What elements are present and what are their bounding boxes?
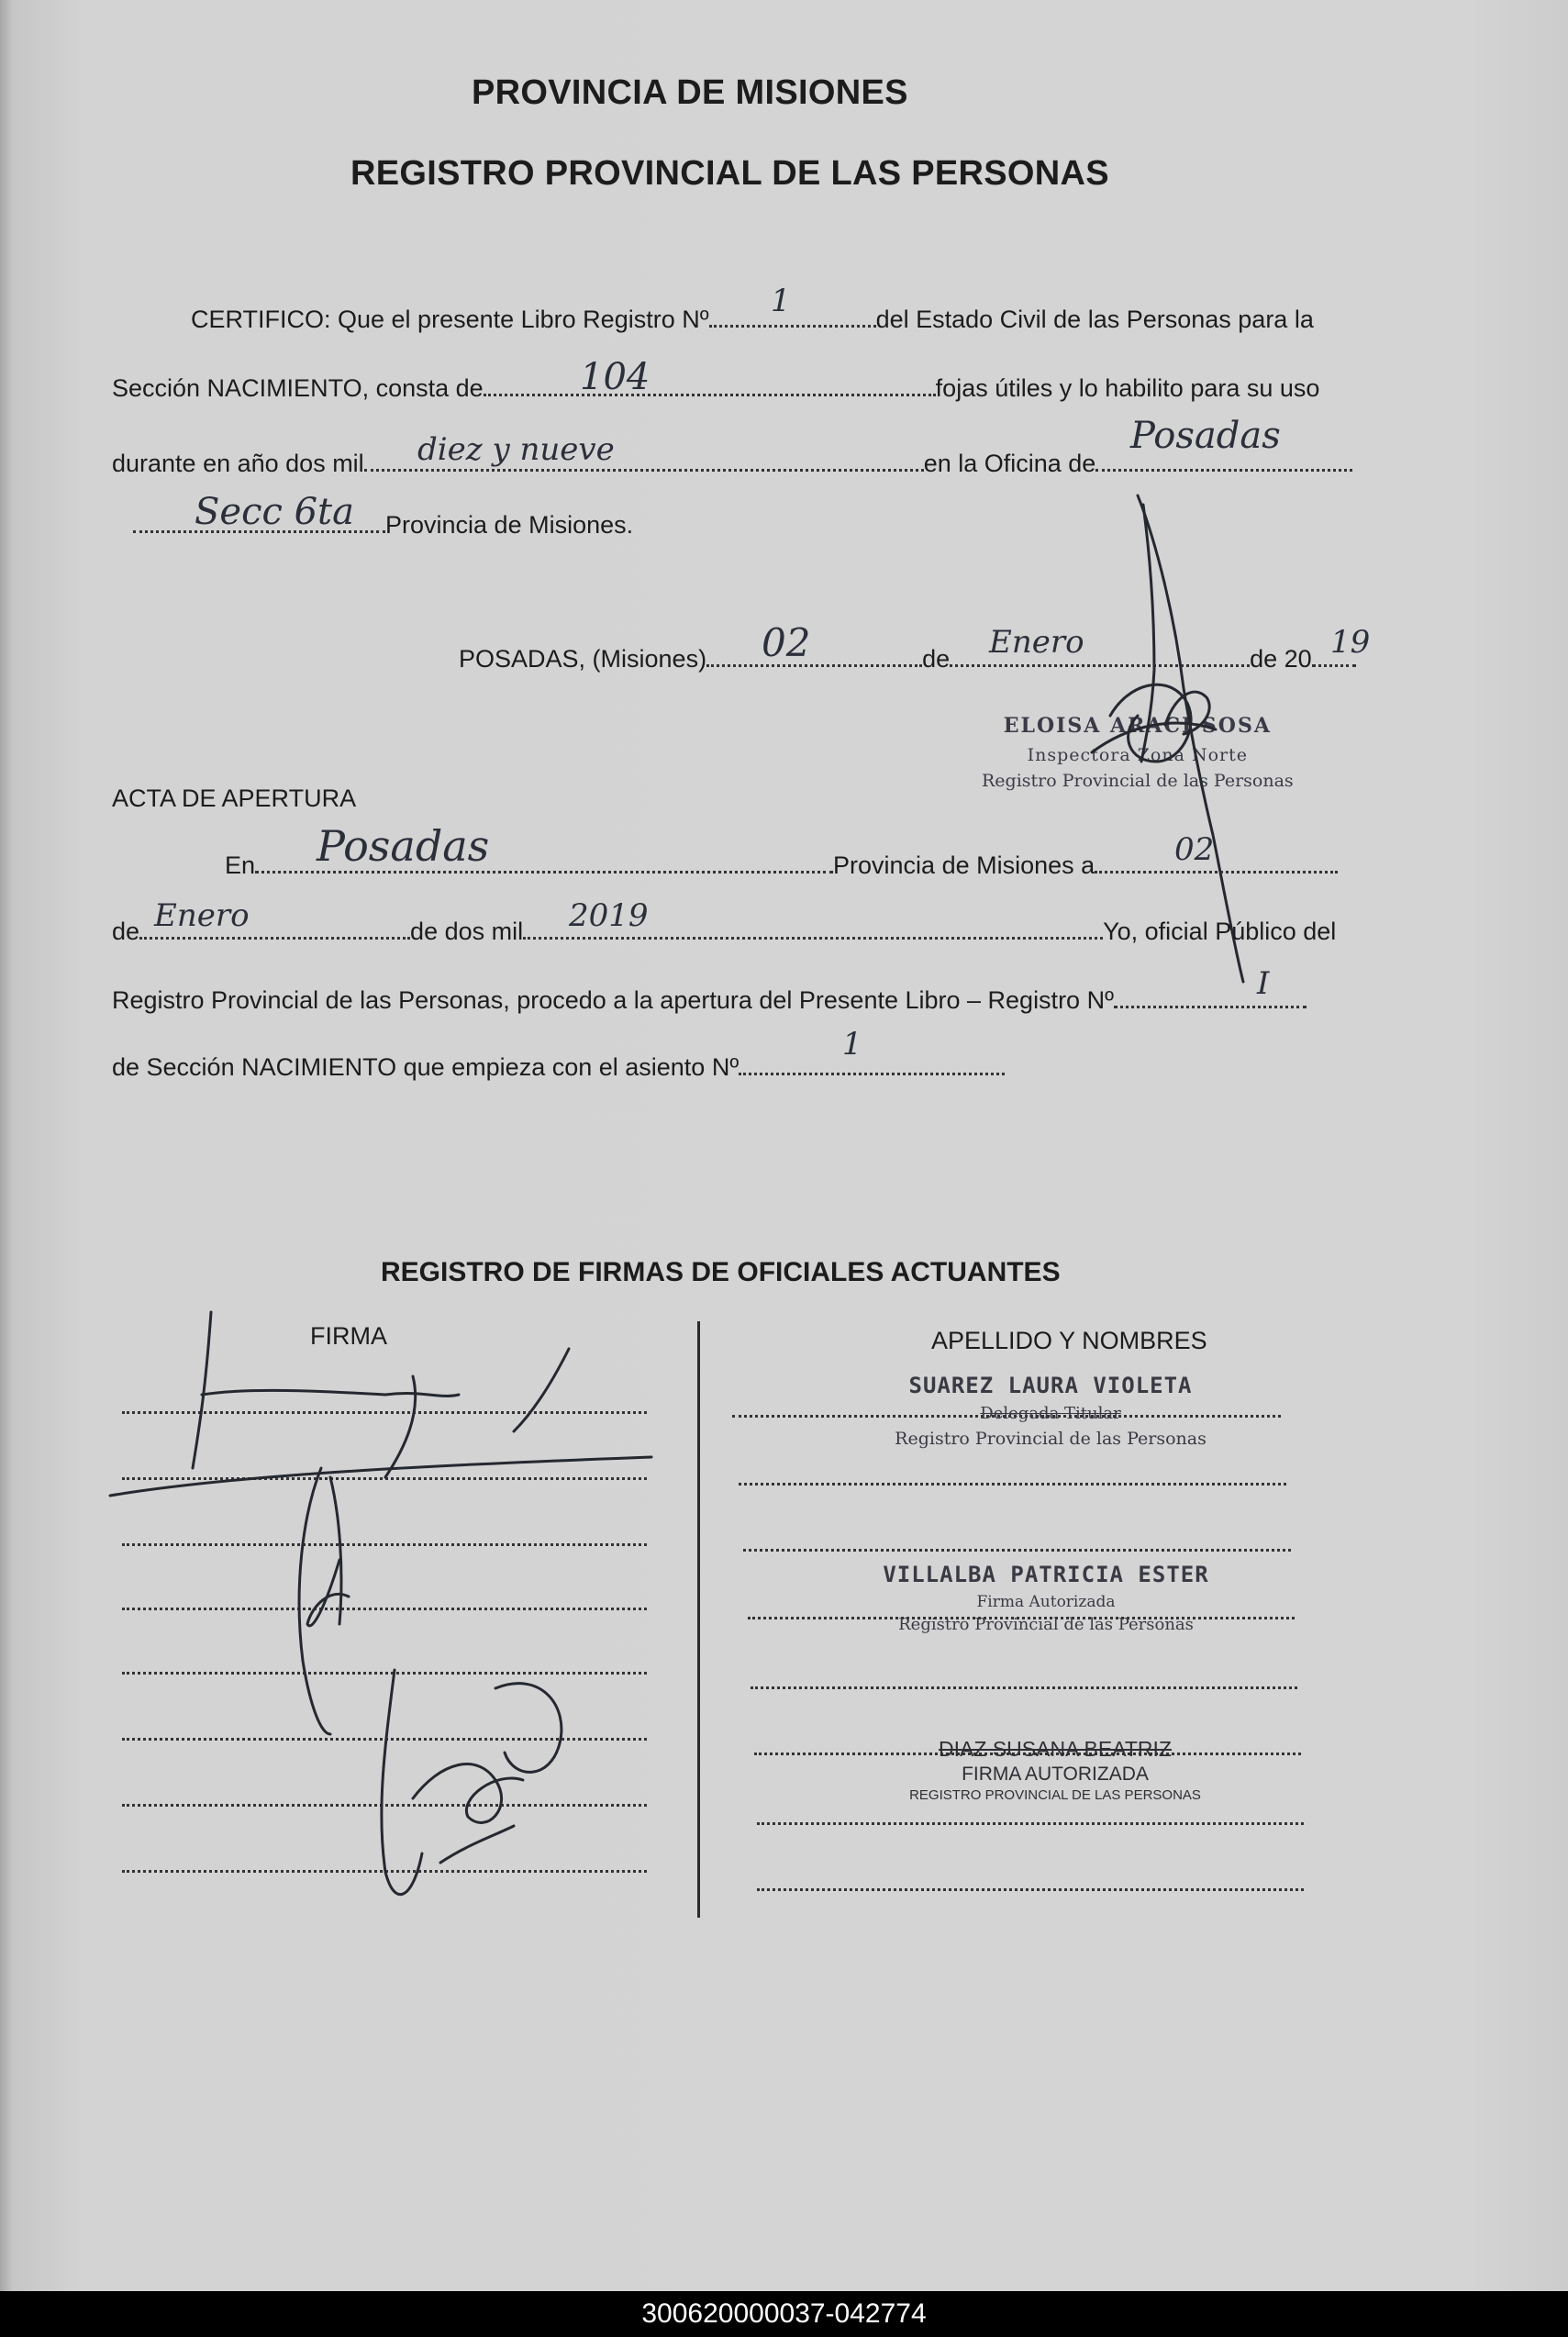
date-prefix: POSADAS, (Misiones)	[459, 645, 707, 673]
names-line	[757, 1888, 1304, 1891]
opening-line-4	[112, 1053, 1005, 1082]
stamp-1-role: Delegada Titular	[980, 1404, 1121, 1423]
handwritten-page-count: 104	[580, 356, 651, 398]
handwritten-opening-month: Enero	[154, 897, 250, 934]
names-line	[743, 1549, 1291, 1552]
handwritten-year-suffix: 19	[1330, 624, 1371, 661]
handwritten-office: Posadas	[1130, 415, 1281, 457]
stamp-2-role: Firma Autorizada	[976, 1593, 1116, 1611]
cert-line4-end: Provincia de Misiones.	[385, 511, 634, 539]
opening-asiento: de Sección NACIMIENTO que empieza con el asiento Nº	[112, 1053, 740, 1081]
registry-title: REGISTRO PROVINCIAL DE LAS PERSONAS	[350, 154, 1109, 193]
barcode-footer: 300620000037-042774	[0, 2291, 1568, 2337]
stamp-1-name: SUAREZ LAURA VIOLETA	[908, 1373, 1193, 1398]
handwritten-opening-day: 02	[1174, 831, 1215, 868]
cert-line3-mid: en la Oficina de	[923, 450, 1096, 477]
names-line	[739, 1483, 1286, 1486]
opening-dos-mil: de dos mil	[410, 918, 524, 945]
handwritten-day: 02	[762, 620, 811, 665]
stamp-3-name: DIAZ SUSANA BEATRIZ	[939, 1737, 1172, 1761]
opening-en: En	[225, 851, 256, 879]
name-stamp-1	[895, 1373, 1207, 1449]
names-line	[751, 1686, 1297, 1689]
cert-line2-start: Sección NACIMIENTO, consta de	[112, 374, 484, 402]
handwritten-place: Posadas	[317, 821, 490, 871]
date-de-1: de	[922, 645, 951, 673]
date-de-2: de 20	[1250, 645, 1312, 673]
cert-line-2	[112, 374, 1319, 403]
opening-registro: Registro Provincial de las Personas, procedo a la apertura del Presente Libro – Registro Nº	[112, 986, 1114, 1014]
stamp-3-role: FIRMA AUTORIZADA	[962, 1764, 1149, 1785]
opening-heading: ACTA DE APERTURA	[112, 785, 357, 812]
cert-line3-start: durante en año dos mil	[112, 450, 364, 477]
name-stamp-3	[881, 1737, 1229, 1803]
column-divider	[697, 1321, 700, 1918]
cert-line1-end: del Estado Civil de las Personas para la	[875, 306, 1314, 333]
opening-de: de	[112, 918, 140, 945]
inspector-role: Inspectora Zona Norte	[1027, 745, 1248, 765]
inspector-name: ELOISA ARACI SOSA	[1003, 714, 1272, 738]
stamp-2-org: Registro Provincial de las Personas	[898, 1615, 1194, 1634]
opening-line-2	[112, 918, 1336, 946]
handwritten-opening-book: I	[1257, 965, 1270, 1002]
cert-line-1	[191, 306, 1314, 334]
opening-province: Provincia de Misiones a	[833, 851, 1095, 879]
inspector-org: Registro Provincial de las Personas	[982, 771, 1294, 791]
names-line	[757, 1822, 1304, 1825]
names-column-header: APELLIDO Y NOMBRES	[931, 1327, 1207, 1354]
handwritten-section: Secc 6ta	[195, 491, 354, 533]
stamp-2-name: VILLALBA PATRICIA ESTER	[883, 1562, 1209, 1587]
stamp-1-org: Registro Provincial de las Personas	[895, 1429, 1207, 1449]
handwritten-opening-year: 2019	[569, 897, 649, 934]
opening-oficial: Yo, oficial Público del	[1103, 918, 1337, 945]
signatures-heading: REGISTRO DE FIRMAS DE OFICIALES ACTUANTES	[381, 1257, 1061, 1287]
name-stamp-2	[872, 1562, 1220, 1634]
stamp-3-org: REGISTRO PROVINCIAL DE LAS PERSONAS	[909, 1787, 1201, 1803]
handwritten-year-words: diez y nueve	[417, 431, 615, 468]
official-signature-3	[358, 1652, 596, 1918]
handwritten-opening-entry: 1	[842, 1026, 862, 1063]
handwritten-book-number: 1	[771, 283, 791, 319]
handwritten-month: Enero	[989, 624, 1084, 661]
cert-line1-start: CERTIFICO: Que el presente Libro Registro Nº	[191, 306, 709, 333]
firma-column-header: FIRMA	[310, 1322, 387, 1350]
cert-line2-end: fojas útiles y lo habilito para su uso	[935, 374, 1320, 402]
opening-line-3	[112, 986, 1307, 1015]
province-title: PROVINCIA DE MISIONES	[472, 73, 908, 112]
